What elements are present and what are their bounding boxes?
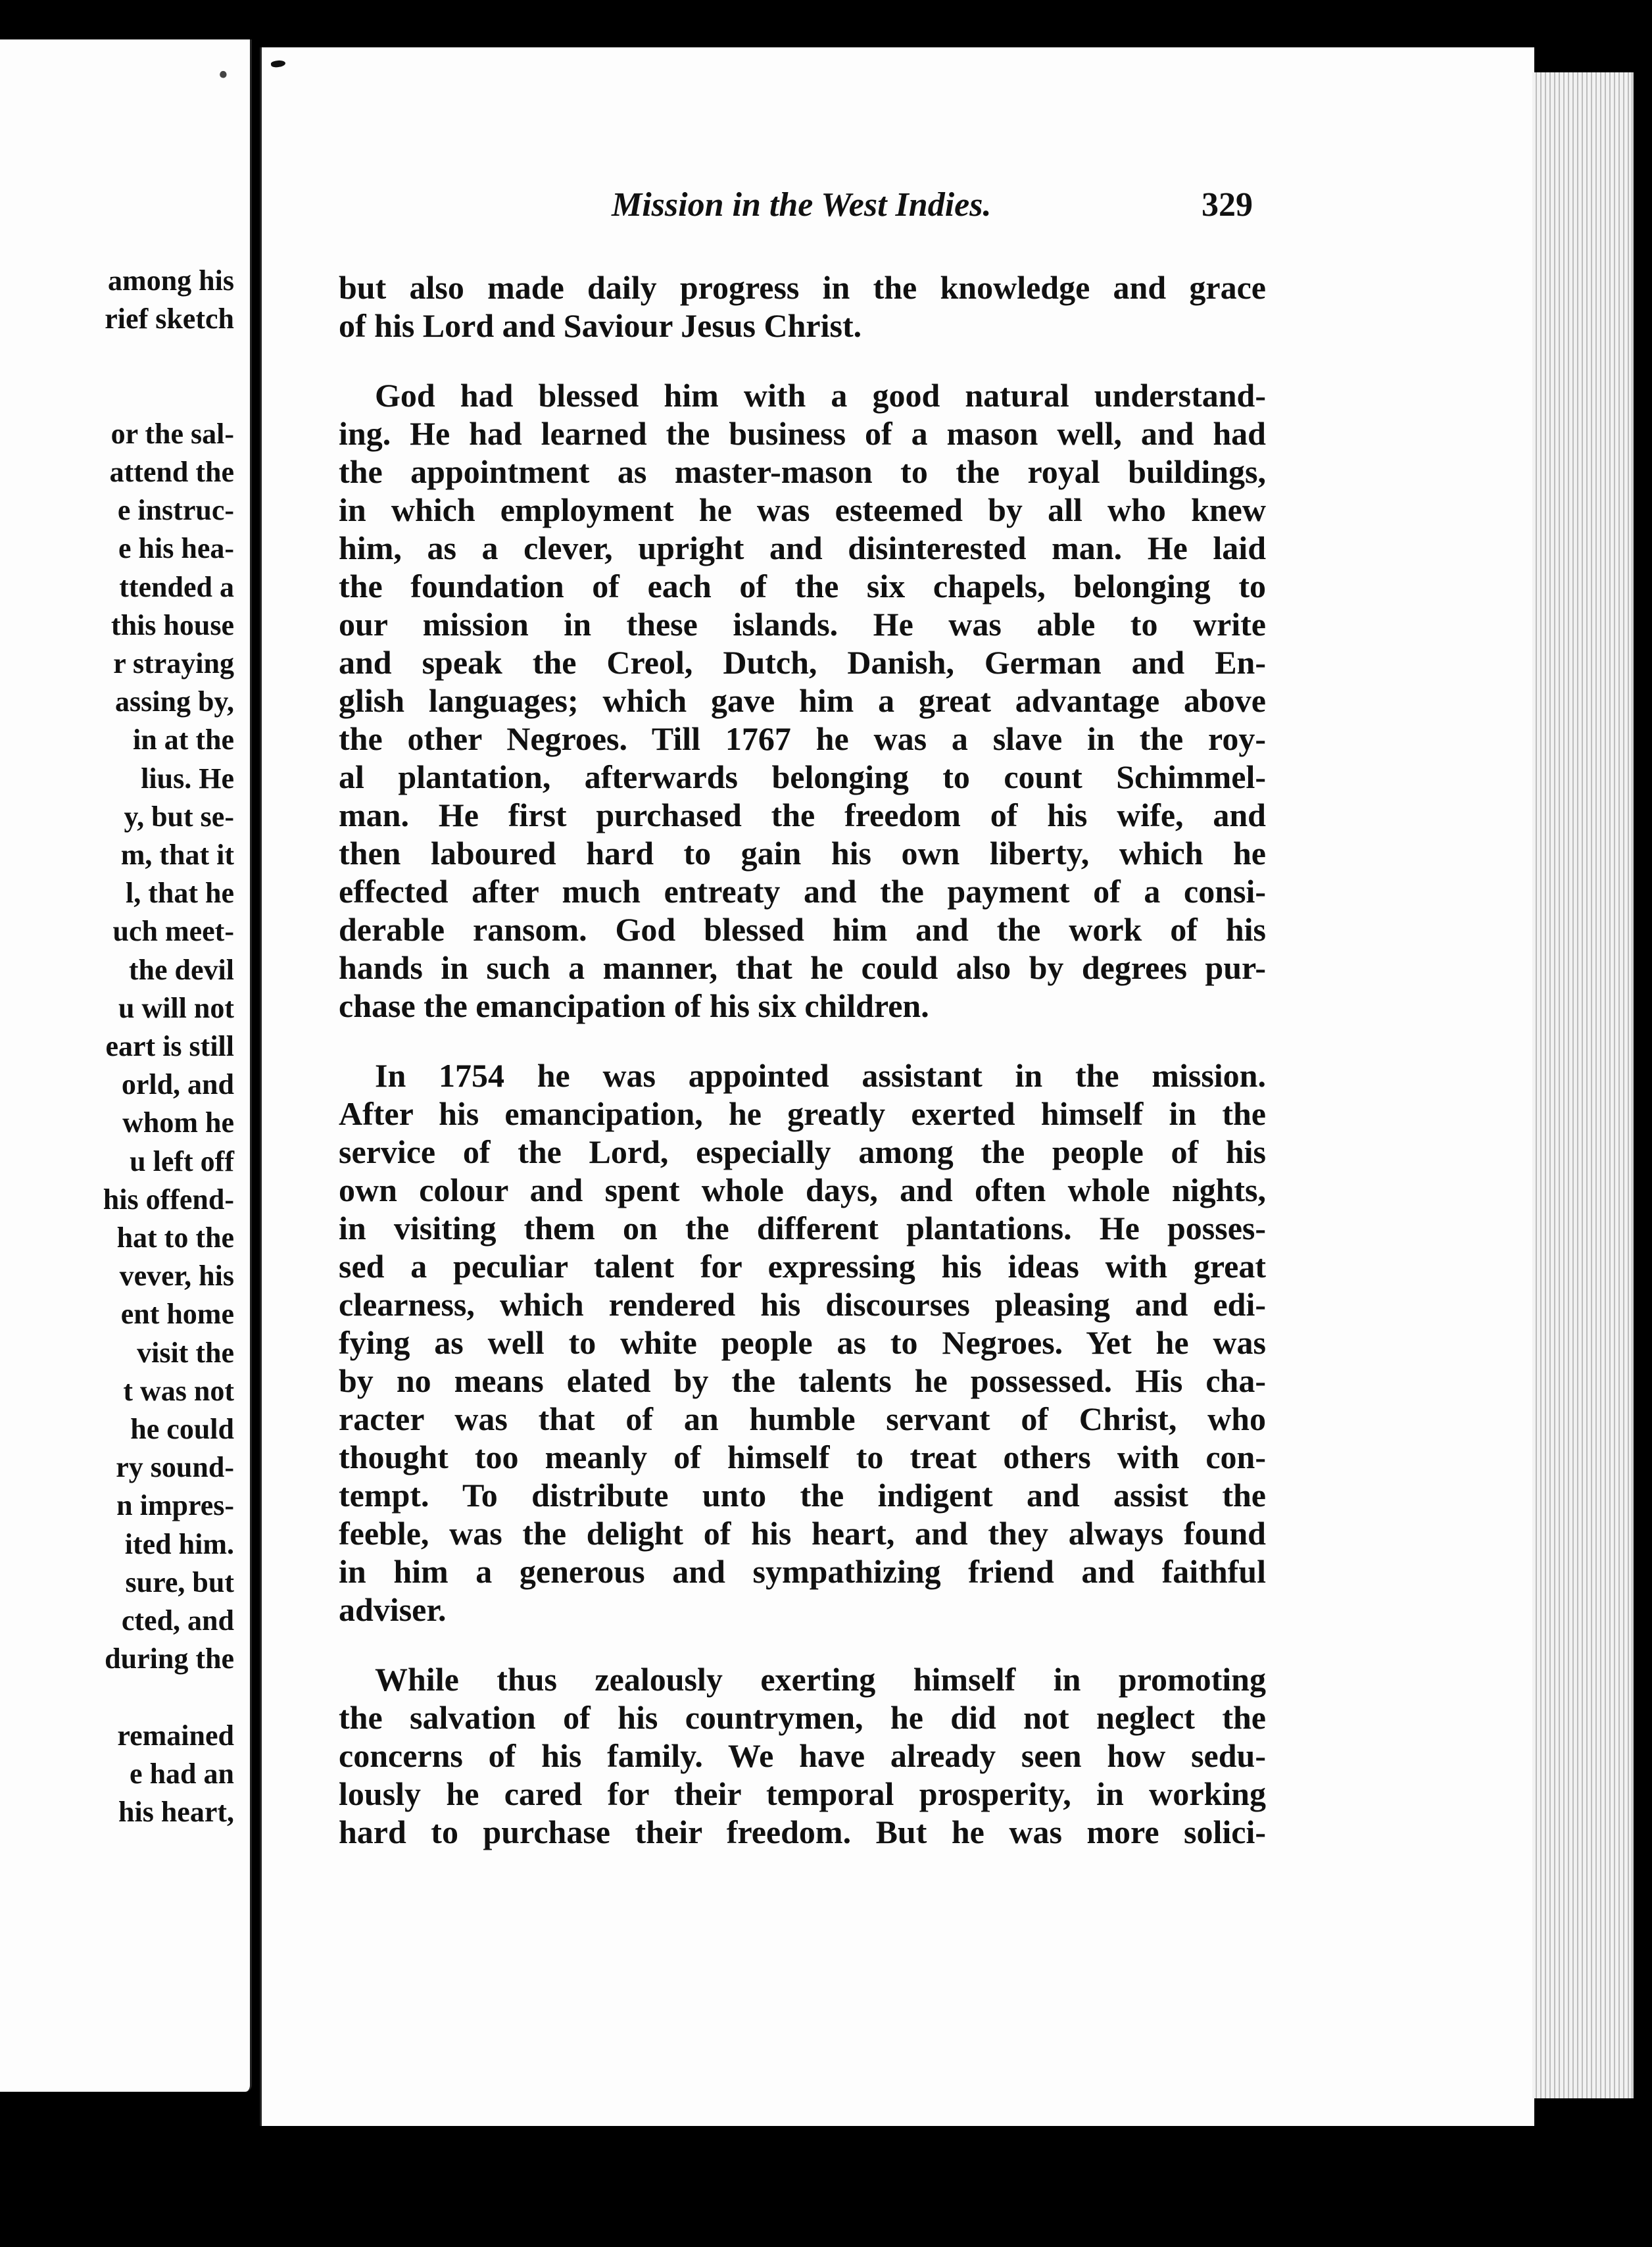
left-page-line-fragment: uch meet-: [112, 915, 234, 948]
text-line: God had blessed him with a good natural understand-: [375, 377, 1266, 414]
text-line: In 1754 he was appointed assistant in the mission.: [375, 1057, 1266, 1094]
paragraph-1: [339, 268, 1266, 345]
left-page-line-fragment: attend the: [109, 456, 234, 488]
text-line: the salvation of his countrymen, he did not neglect the: [339, 1699, 1266, 1736]
text-line: own colour and spent whole days, and often whole nights,: [339, 1172, 1266, 1208]
text-line: in which employment he was esteemed by all who knew: [339, 491, 1266, 528]
left-page-line-fragment: in at the: [133, 724, 234, 756]
body-text: [339, 268, 1266, 1883]
text-line: our mission in these islands. He was able to write: [339, 606, 1266, 643]
text-line: concerns of his family. We have already seen how sedu-: [339, 1737, 1266, 1774]
text-line: adviser.: [339, 1591, 447, 1628]
ink-mark-icon: •: [216, 62, 230, 89]
left-page-line-fragment: hat to the: [116, 1222, 234, 1254]
left-page-line-fragment: assing by,: [115, 685, 234, 718]
left-page-line-fragment: t was not: [123, 1374, 234, 1407]
running-header: [349, 172, 1253, 225]
text-line: After his emancipation, he greatly exerted himself in the: [339, 1095, 1266, 1132]
running-title: Mission in the West Indies.: [612, 186, 992, 224]
text-line: tempt. To distribute unto the indigent and assist the: [339, 1477, 1266, 1514]
left-page-line-fragment: u will not: [118, 991, 234, 1024]
left-page-line-fragment: m, that it: [120, 839, 234, 871]
left-page-line-fragment: lius. He: [141, 762, 234, 795]
left-page-line-fragment: n impres-: [116, 1489, 234, 1522]
text-line: then laboured hard to gain his own liberty, which he: [339, 835, 1266, 872]
previous-page-fragment: [0, 39, 252, 2092]
left-page-line-fragment: sure, but: [125, 1566, 234, 1598]
left-page-line-fragment: r straying: [113, 647, 234, 679]
paragraph-2: [339, 376, 1266, 1025]
text-line: effected after much entreaty and the payment of a consi-: [339, 873, 1266, 910]
text-line: feeble, was the delight of his heart, and they always found: [339, 1515, 1266, 1552]
left-page-line-fragment: ry sound-: [116, 1451, 234, 1484]
text-line: service of the Lord, especially among the people of his: [339, 1133, 1266, 1170]
left-page-line-fragment: e instruc-: [117, 494, 234, 527]
left-page-line-fragment: l, that he: [126, 877, 234, 910]
text-line: hard to purchase their freedom. But he was more solici-: [339, 1814, 1266, 1850]
page-number: 329: [1202, 186, 1253, 224]
text-line: of his Lord and Saviour Jesus Christ.: [339, 307, 862, 344]
left-page-line-fragment: he could: [130, 1413, 234, 1445]
left-page-line-fragment: his heart,: [118, 1796, 234, 1828]
text-line: sed a peculiar talent for expressing his ideas with great: [339, 1248, 1266, 1285]
text-line: man. He first purchased the freedom of his wife, and: [339, 797, 1266, 833]
text-line: in him a generous and sympathizing friend and faithful: [339, 1553, 1266, 1590]
paragraph-4: [339, 1660, 1266, 1851]
left-page-line-fragment: e his hea-: [118, 532, 234, 565]
text-line: clearness, which rendered his discourses pleasing and edi-: [339, 1286, 1266, 1323]
text-line: in visiting them on the different plantations. He posses-: [339, 1210, 1266, 1247]
page-edges: [1532, 72, 1634, 2098]
left-page-line-fragment: rief sketch: [105, 303, 234, 335]
text-line: the foundation of each of the six chapels, belonging to: [339, 568, 1266, 605]
left-page-line-fragment: eart is still: [105, 1030, 234, 1062]
left-page-line-fragment: vever, his: [119, 1260, 234, 1293]
text-line: While thus zealously exerting himself in promoting: [375, 1661, 1266, 1698]
text-line: him, as a clever, upright and disinterested man. He laid: [339, 530, 1266, 566]
left-page-line-fragment: this house: [110, 608, 234, 641]
text-line: racter was that of an humble servant of Christ, who: [339, 1400, 1266, 1437]
left-page-line-fragment: the devil: [128, 953, 234, 986]
left-page-line-fragment: among his: [108, 264, 234, 297]
left-page-line-fragment: y, but se-: [124, 800, 234, 833]
left-page-line-fragment: u left off: [130, 1145, 234, 1177]
text-line: al plantation, afterwards belonging to count Schimmel-: [339, 758, 1266, 795]
left-page-line-fragment: e had an: [130, 1757, 234, 1790]
left-page-line-fragment: or the sal-: [110, 417, 234, 450]
text-line: the appointment as master-mason to the royal buildings,: [339, 453, 1266, 490]
text-line: lously he cared for their temporal prosperity, in working: [339, 1775, 1266, 1812]
left-page-line-fragment: visit the: [137, 1336, 234, 1369]
left-page-line-fragment: during the: [105, 1642, 234, 1675]
left-page-line-fragment: ent home: [120, 1298, 234, 1331]
text-line: ing. He had learned the business of a mason well, and had: [339, 415, 1266, 452]
left-page-line-fragment: cted, and: [121, 1604, 234, 1637]
left-page-line-fragment: ited him.: [124, 1527, 234, 1560]
left-page-line-fragment: orld, and: [121, 1068, 234, 1101]
text-line: chase the emancipation of his six children.: [339, 987, 929, 1024]
text-line: the other Negroes. Till 1767 he was a slave in the roy-: [339, 720, 1266, 757]
text-line: derable ransom. God blessed him and the work of his: [339, 911, 1266, 948]
left-page-line-fragment: whom he: [122, 1106, 234, 1139]
text-line: but also made daily progress in the knowledge and grace: [339, 269, 1266, 306]
text-line: fying as well to white people as to Negroes. Yet he was: [339, 1324, 1266, 1361]
left-page-line-fragment: remained: [117, 1719, 234, 1752]
text-line: thought too meanly of himself to treat others with con-: [339, 1439, 1266, 1475]
text-line: hands in such a manner, that he could also by degrees pur-: [339, 949, 1266, 986]
text-line: glish languages; which gave him a great advantage above: [339, 682, 1266, 719]
text-line: and speak the Creol, Dutch, Danish, German and En-: [339, 644, 1266, 681]
text-line: by no means elated by the talents he possessed. His cha-: [339, 1362, 1266, 1399]
left-page-line-fragment: his offend-: [103, 1183, 234, 1216]
left-page-line-fragment: ttended a: [119, 570, 234, 603]
paragraph-3: [339, 1056, 1266, 1629]
